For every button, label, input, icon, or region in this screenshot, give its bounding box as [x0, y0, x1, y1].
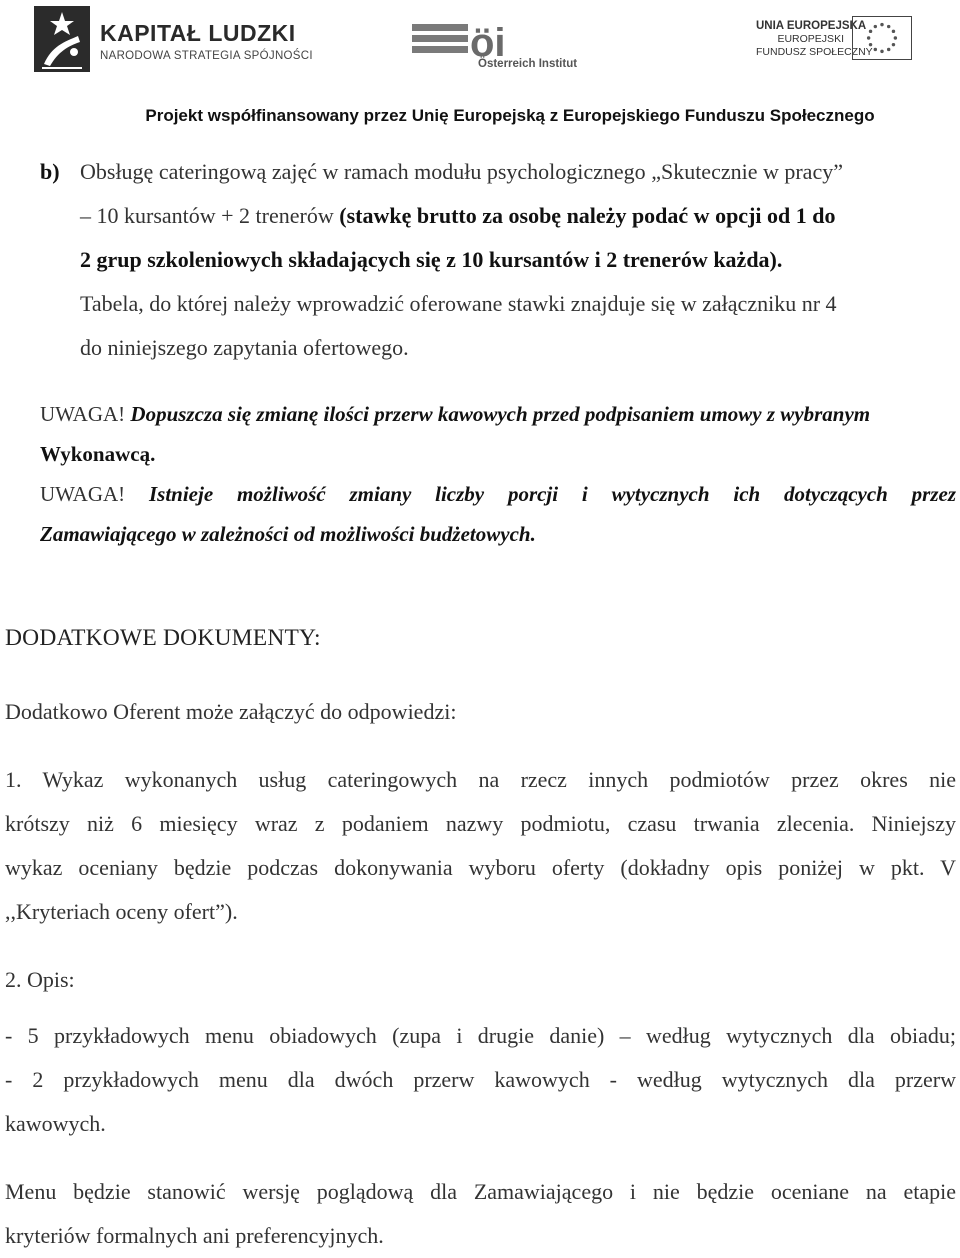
eu-flag-icon	[852, 16, 912, 60]
note-2-line2: Zamawiającego w zależności od możliwości budżetowych.	[40, 522, 536, 546]
documents-bullet-2-line1: - 2 przykładowych menu dla dwóch przerw kawowych - według wytycznych dla przerw	[5, 1067, 956, 1092]
section-b-label: b)	[40, 159, 60, 184]
documents-intro	[5, 690, 956, 734]
section-b-line2	[80, 194, 956, 238]
documents-item-1	[5, 758, 956, 934]
documents-intro-text: Dodatkowo Oferent może załączyć do odpowiedzi:	[5, 699, 457, 724]
section-b-line4: Tabela, do której należy wprowadzić oferowane stawki znajduje się w załączniku nr 4	[80, 291, 837, 316]
osterreich-institut-caption: Österreich Institut	[478, 58, 578, 70]
documents-closing	[5, 1170, 956, 1258]
additional-documents-heading: DODATKOWE DOKUMENTY:	[5, 625, 321, 651]
kapital-ludzki-emblem-icon	[34, 6, 90, 72]
eu-line2: EUROPEJSKI	[777, 33, 844, 45]
osterreich-institut-mark-icon	[412, 18, 532, 62]
eu-fund-logo	[756, 16, 916, 76]
section-b-line3: 2 grup szkoleniowych składających się z 10 kursantów i 2 trenerów każda).	[80, 247, 783, 272]
section-b-line1-b: „Skutecznie w pracy”	[651, 159, 843, 184]
section-b-body	[80, 150, 956, 370]
documents-item-1-line2: krótszy niż 6 miesięcy wraz z podaniem nazwy podmiotu, czasu trwania zlecenia. Niniejszy	[5, 811, 956, 836]
note-2-label: UWAGA!	[40, 482, 126, 506]
kapital-ludzki-subtitle: NARODOWA STRATEGIA SPÓJNOŚCI	[100, 50, 313, 62]
documents-bullets	[5, 1014, 956, 1146]
documents-closing-line1: Menu będzie stanowić wersję poglądową dla Zamawiającego i nie będzie oceniane na etapie	[5, 1179, 956, 1204]
note-2-line1	[40, 474, 956, 514]
oi-mark-text: öi	[470, 21, 506, 62]
note-2	[40, 474, 956, 554]
note-2-text: Istnieje możliwość zmiany liczby porcji i wytycznych ich dotyczących przez	[125, 482, 956, 506]
section-b-line2-a: – 10 kursantów + 2 trenerów	[80, 203, 340, 228]
eu-fund-text	[756, 20, 873, 59]
documents-item-2	[5, 958, 956, 1002]
note-1-text: Dopuszcza się zmianę ilości przerw kawowych przed podpisaniem umowy z wybranym	[125, 402, 871, 426]
project-cofinancing-line: Projekt współfinansowany przez Unię Europejską z Europejskiego Funduszu Społecznego	[145, 106, 875, 125]
section-b-line5: do niniejszego zapytania ofertowego.	[80, 335, 409, 360]
page-header	[0, 0, 960, 135]
kapital-ludzki-title: KAPITAŁ LUDZKI	[100, 20, 296, 46]
documents-item-1-line1: 1. Wykaz wykonanych usług cateringowych na rzecz innych podmiotów przez okres nie	[5, 767, 956, 792]
eu-line3: FUNDUSZ SPOŁECZNY	[756, 46, 873, 58]
kapital-ludzki-logo	[34, 6, 313, 74]
documents-bullet-1: - 5 przykładowych menu obiadowych (zupa i drugie danie) – według wytycznych dla obiadu;	[5, 1023, 956, 1048]
note-1	[40, 394, 956, 474]
section-b-line2-b: (stawkę brutto za osobę należy podać w opcji od 1 do	[339, 203, 836, 228]
note-1-line2: Wykonawcą.	[40, 442, 156, 466]
documents-bullet-2-line2: kawowych.	[5, 1111, 106, 1136]
section-b-line1-a: Obsługę cateringową zajęć w ramach modułu psychologicznego	[80, 159, 652, 184]
eu-line1: UNIA EUROPEJSKA	[756, 20, 867, 32]
note-1-label: UWAGA!	[40, 402, 126, 426]
section-b-line1	[80, 150, 956, 194]
documents-closing-line2: kryteriów formalnych ani preferencyjnych.	[5, 1223, 384, 1248]
documents-item-1-line4: ,,Kryteriach oceny ofert”).	[5, 899, 238, 924]
documents-item-2-text: 2. Opis:	[5, 967, 75, 992]
osterreich-institut-logo	[412, 18, 592, 80]
note-1-line1	[40, 394, 956, 434]
documents-item-1-line3: wykaz oceniany będzie podczas dokonywania wyboru oferty (dokładny opis poniżej w pkt. V	[5, 855, 956, 880]
